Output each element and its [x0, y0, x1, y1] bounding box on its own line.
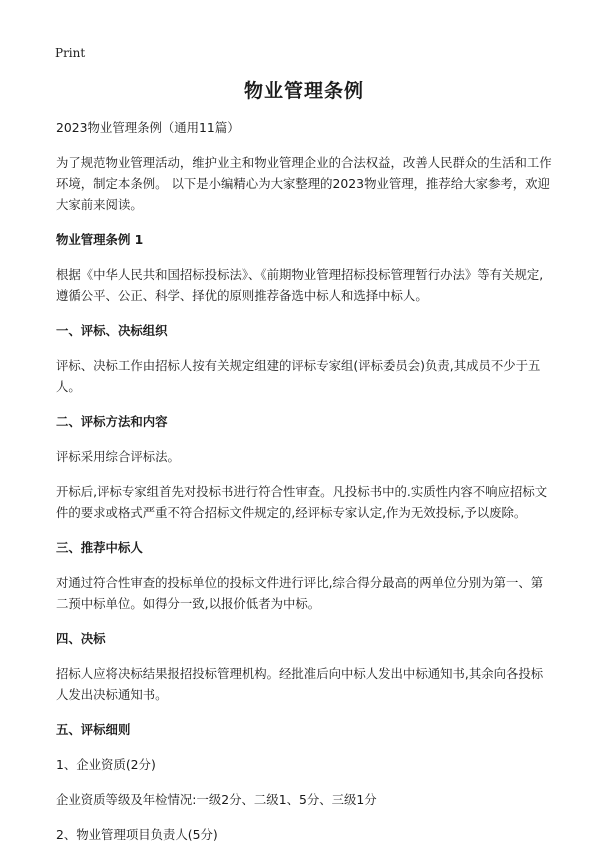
section-heading: 三、推荐中标人	[56, 540, 143, 555]
section-paragraph: 企业资质等级及年检情况:一级2分、二级1、5分、三级1分	[56, 792, 377, 807]
section-heading: 四、决标	[56, 631, 106, 646]
article-intro-paragraph: 根据《中华人民共和国招标投标法》、《前期物业管理招标投标管理暂行办法》等有关规定,遵循公平、公正、科学、择优的原则推荐备选中标人和选择中标人。	[56, 267, 544, 303]
section-heading: 一、评标、决标组织	[56, 323, 168, 338]
section-paragraph: 评标采用综合评标法。	[56, 449, 180, 464]
section-paragraph: 招标人应将决标结果报招投标管理机构。经批准后向中标人发出中标通知书,其余向各投标人发出决标通知书。	[56, 666, 544, 702]
intro-paragraph: 为了规范物业管理活动，维护业主和物业管理企业的合法权益，改善人民群众的生活和工作环境，制定本条例。 以下是小编精心为大家整理的2023物业管理，推荐给大家参考，欢迎大家前来阅读。	[56, 155, 552, 212]
print-link[interactable]: Print	[55, 46, 86, 60]
section-paragraph: 2、物业管理项目负责人(5分)	[56, 827, 218, 842]
section-paragraph: 评标、决标工作由招标人按有关规定组建的评标专家组(评标委员会)负责,其成员不少于五人。	[56, 358, 541, 394]
section-paragraph: 对通过符合性审查的投标单位的投标文件进行评比,综合得分最高的两单位分别为第一、第二预中标单位。如得分一致,以报价低者为中标。	[56, 575, 544, 611]
document-body	[56, 76, 552, 859]
section-heading: 五、评标细则	[56, 722, 131, 737]
page-title: 物业管理条例	[243, 80, 364, 102]
section-paragraph: 开标后,评标专家组首先对投标书进行符合性审查。凡投标书中的.实质性内容不响应招标文件的要求或格式严重不符合招标文件规定的,经评标专家认定,作为无效投标,予以废除。	[56, 484, 548, 520]
section-paragraph: 1、企业资质(2分)	[56, 757, 156, 772]
section-heading: 二、评标方法和内容	[56, 414, 168, 429]
article-heading: 物业管理条例 1	[56, 232, 144, 247]
document-subtitle: 2023物业管理条例（通用11篇）	[56, 120, 240, 135]
